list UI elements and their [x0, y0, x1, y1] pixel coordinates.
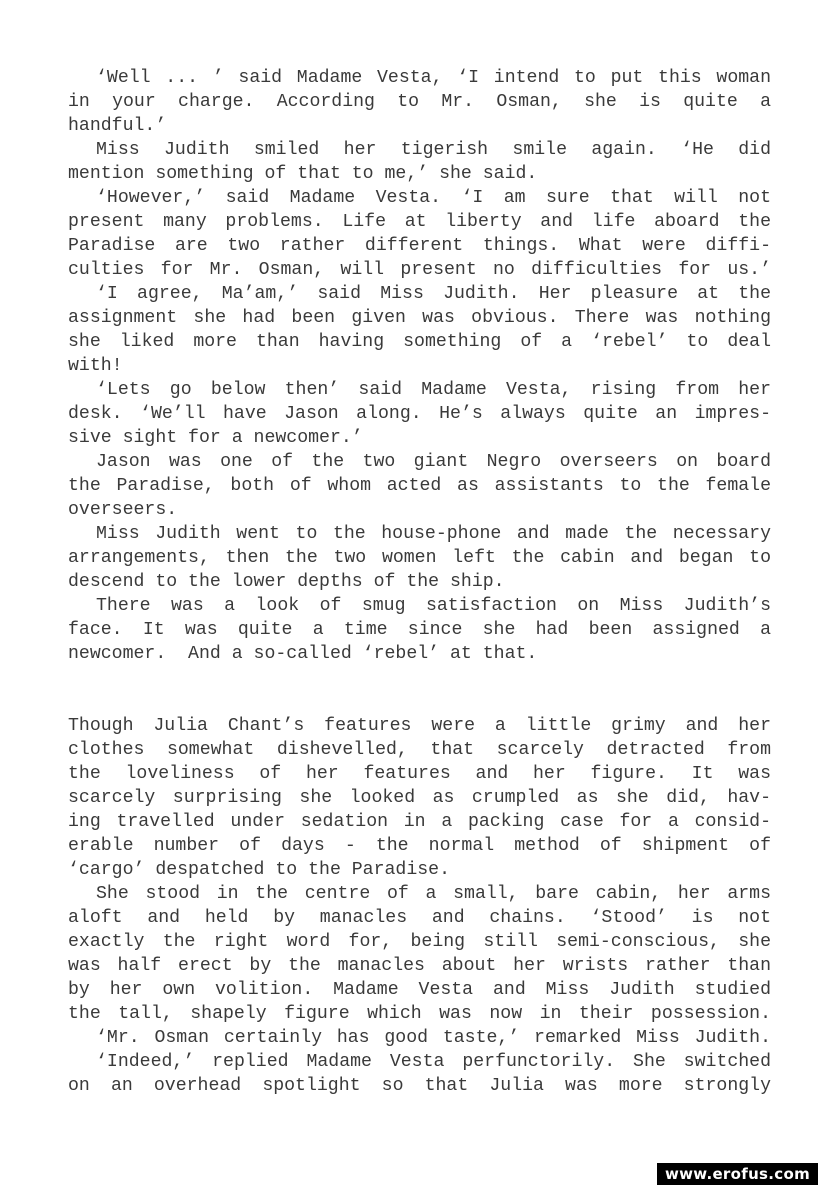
text-line: handful.’	[68, 116, 167, 136]
text-line: Though Julia Chant’s features were a little grimy and her	[68, 716, 771, 736]
text-line: the Paradise, both of whom acted as assistants to the female	[68, 476, 771, 496]
text-line: with!	[68, 356, 123, 376]
text-line: mention something of that to me,’ she said.	[68, 164, 538, 184]
text-line: ‘cargo’ despatched to the Paradise.	[68, 860, 450, 880]
text-line: the loveliness of her features and her figure. It was	[68, 764, 771, 784]
text-line: Miss Judith smiled her tigerish smile again. ‘He did	[96, 140, 771, 160]
text-line: ‘Lets go below then’ said Madame Vesta, rising from her	[96, 380, 771, 400]
text-line: Miss Judith went to the house-phone and made the necessary	[96, 524, 771, 544]
text-line: exactly the right word for, being still semi-conscious, she	[68, 932, 771, 952]
text-line: desk. ‘We’ll have Jason along. He’s always quite an impres-	[68, 404, 771, 424]
text-line: ‘Indeed,’ replied Madame Vesta perfunctorily. She switched	[96, 1052, 771, 1072]
text-line: culties for Mr. Osman, will present no difficulties for us.’	[68, 260, 771, 280]
text-line: Jason was one of the two giant Negro overseers on board	[96, 452, 771, 472]
text-line: There was a look of smug satisfaction on Miss Judith’s	[96, 596, 771, 616]
text-line: by her own volition. Madame Vesta and Miss Judith studied	[68, 980, 771, 1000]
text-line: sive sight for a newcomer.’	[68, 428, 363, 448]
text-line: ‘Mr. Osman certainly has good taste,’ remarked Miss Judith.	[96, 1028, 771, 1048]
text-line: arrangements, then the two women left the cabin and began to	[68, 548, 771, 568]
text-line: the tall, shapely figure which was now in their possession.	[68, 1004, 771, 1024]
text-line: overseers.	[68, 500, 178, 520]
text-line: on an overhead spotlight so that Julia was more strongly	[68, 1076, 771, 1096]
text-line: present many problems. Life at liberty and life aboard the	[68, 212, 771, 232]
text-line: clothes somewhat dishevelled, that scarcely detracted from	[68, 740, 771, 760]
text-line: face. It was quite a time since she had been assigned a	[68, 620, 771, 640]
text-line: descend to the lower depths of the ship.	[68, 572, 505, 592]
text-line: newcomer. And a so-called ‘rebel’ at that.	[68, 644, 538, 664]
text-line: Paradise are two rather different things. What were diffi-	[68, 236, 771, 256]
text-line: ‘Well ... ’ said Madame Vesta, ‘I intend to put this woman	[96, 68, 771, 88]
text-line: she liked more than having something of a ‘rebel’ to deal	[68, 332, 771, 352]
text-line: assignment she had been given was obvious. There was nothing	[68, 308, 771, 328]
text-line: in your charge. According to Mr. Osman, she is quite a	[68, 92, 771, 112]
text-line: erable number of days - the normal method of shipment of	[68, 836, 771, 856]
text-line: ‘However,’ said Madame Vesta. ‘I am sure that will not	[96, 188, 771, 208]
text-line: ‘I agree, Ma’am,’ said Miss Judith. Her pleasure at the	[96, 284, 771, 304]
text-line: ing travelled under sedation in a packing case for a consid-	[68, 812, 771, 832]
text-line: scarcely surprising she looked as crumpled as she did, hav-	[68, 788, 771, 808]
text-line: aloft and held by manacles and chains. ‘Stood’ is not	[68, 908, 771, 928]
text-line: She stood in the centre of a small, bare cabin, her arms	[96, 884, 771, 904]
watermark-logo: www.erofus.com	[657, 1163, 818, 1185]
text-line: was half erect by the manacles about her wrists rather than	[68, 956, 771, 976]
